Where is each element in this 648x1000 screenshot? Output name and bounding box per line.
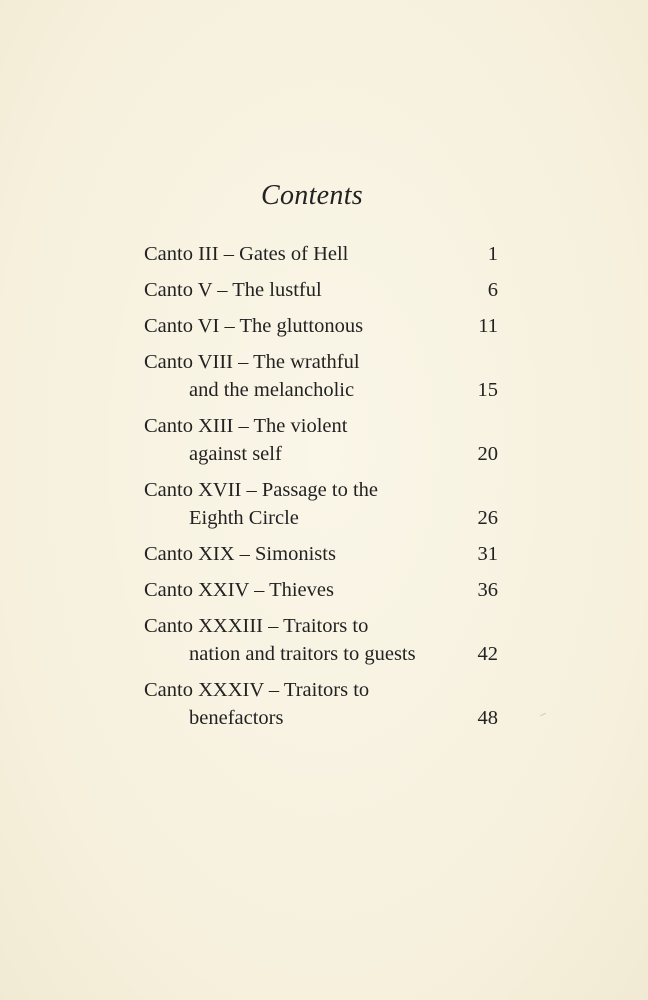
toc-entry-canto-xvii (144, 476, 500, 532)
page-title: Contents (261, 180, 363, 211)
toc-entry-title-continuation: Eighth Circle (189, 507, 299, 529)
toc-entry-title: Canto XIX – Simonists (144, 543, 336, 565)
toc-entry-canto-viii (144, 348, 500, 404)
toc-page-number: 48 (477, 707, 498, 729)
toc-entry-canto-v (144, 276, 500, 304)
toc-entry-title: Canto XIII – The violent (144, 415, 348, 437)
toc-page-number: 20 (477, 443, 498, 465)
toc-entry-canto-xix (144, 540, 500, 568)
toc-entry-title: Canto XXXIII – Traitors to (144, 615, 369, 637)
toc-entry-canto-xxxiii (144, 612, 500, 668)
toc-entry-title-continuation: nation and traitors to guests (189, 643, 416, 665)
toc-entry-title: Canto XXIV – Thieves (144, 579, 334, 601)
toc-page-number: 6 (487, 279, 498, 301)
toc-page-number: 15 (477, 379, 498, 401)
toc-entry-title: Canto VI – The gluttonous (144, 315, 364, 337)
toc-entry-title: Canto V – The lustful (144, 279, 322, 301)
toc-page-number: 11 (478, 315, 498, 337)
paper-speck (540, 713, 546, 716)
toc-entry-canto-vi (144, 312, 500, 340)
toc-page-number: 31 (477, 543, 498, 565)
table-of-contents (144, 240, 500, 740)
toc-page-number: 42 (477, 643, 498, 665)
toc-entry-canto-xxxiv (144, 676, 500, 732)
toc-entry-title-continuation: and the melancholic (189, 379, 355, 401)
toc-entry-title: Canto XVII – Passage to the (144, 479, 378, 501)
toc-entry-title: Canto XXXIV – Traitors to (144, 679, 370, 701)
toc-page-number: 1 (487, 243, 498, 265)
toc-page-number: 26 (477, 507, 498, 529)
toc-entry-title-continuation: against self (189, 443, 282, 465)
toc-page-number: 36 (477, 579, 498, 601)
toc-entry-title: Canto VIII – The wrathful (144, 351, 360, 373)
toc-entry-title: Canto III – Gates of Hell (144, 243, 349, 265)
toc-entry-canto-iii (144, 240, 500, 268)
toc-entry-canto-xiii (144, 412, 500, 468)
toc-entry-canto-xxiv (144, 576, 500, 604)
toc-entry-title-continuation: benefactors (189, 707, 284, 729)
